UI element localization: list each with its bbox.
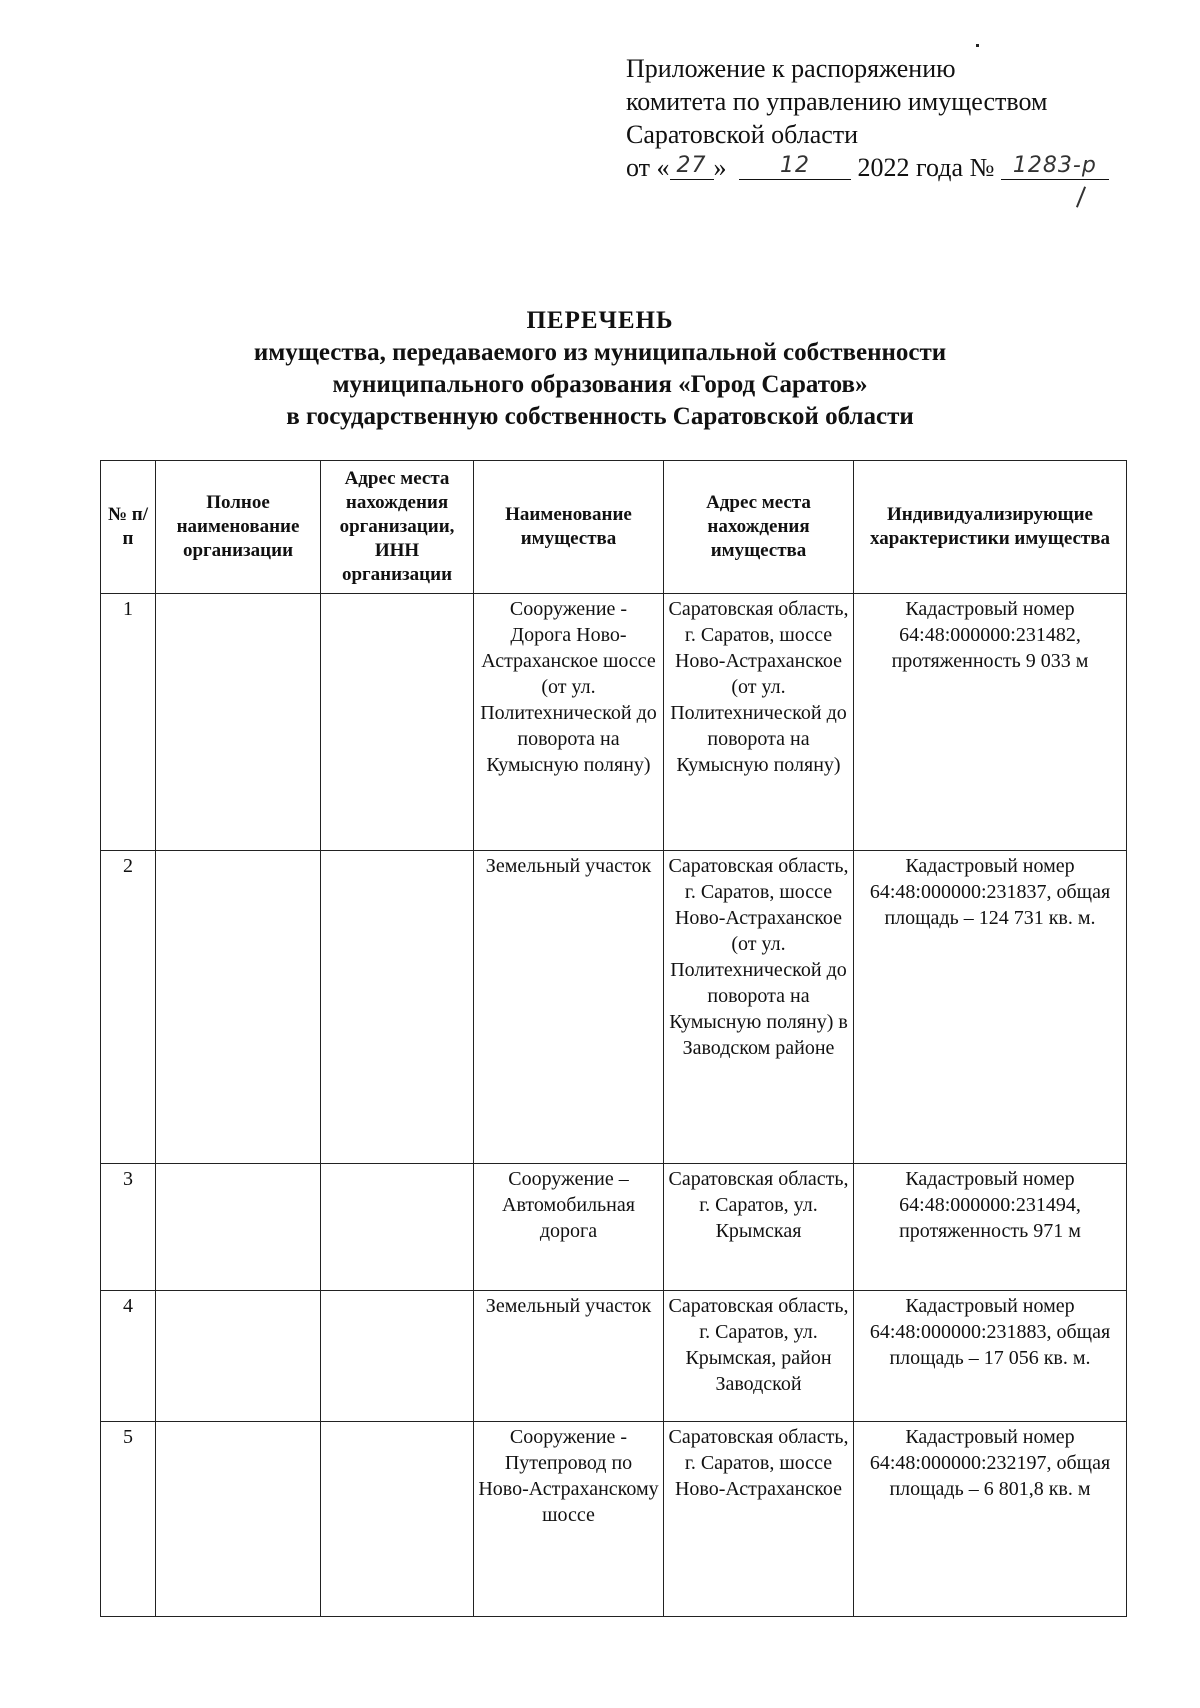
cell-num: 2 — [101, 851, 156, 1164]
cell-name: Сооружение - Путепровод по Ново-Астраханскому шоссе — [474, 1422, 664, 1617]
cell-org-address — [321, 851, 474, 1164]
cell-address: Саратовская область, г. Саратов, шоссе Ново-Астраханское (от ул. Политехнической до поворота на Кумысную поляну) — [664, 594, 854, 851]
col-header-name: Наименование имущества — [474, 461, 664, 594]
ink-dot — [976, 44, 979, 47]
col-header-org: Полное наименование организации — [156, 461, 321, 594]
appendix-header — [626, 52, 1109, 184]
title-sub-1: имущества, передаваемого из муниципальной собственности — [253, 339, 947, 366]
col-header-org-address: Адрес места нахождения организации, ИНН организации — [321, 461, 474, 594]
header-line-3: Саратовской области — [626, 120, 859, 149]
col-header-address: Адрес места нахождения имущества — [664, 461, 854, 594]
cell-num: 5 — [101, 1422, 156, 1617]
date-prefix: от « — [626, 153, 670, 182]
header-line-2: комитета по управлению имуществом — [626, 87, 1048, 116]
cell-org-address — [321, 1164, 474, 1291]
cell-characteristics: Кадастровый номер 64:48:000000:231883, общая площадь – 17 056 кв. м. — [854, 1291, 1127, 1422]
cell-address: Саратовская область, г. Саратов, шоссе Ново-Астраханское — [664, 1422, 854, 1617]
cell-org — [156, 851, 321, 1164]
cell-org-address — [321, 1422, 474, 1617]
property-table — [100, 460, 1127, 1617]
cell-address: Саратовская область, г. Саратов, ул. Крымская — [664, 1164, 854, 1291]
col-header-characteristics: Индивидуализирующие характеристики имущества — [854, 461, 1127, 594]
day-blank — [670, 151, 714, 180]
month-handwritten: 12 — [780, 153, 811, 178]
table-row — [101, 1422, 1127, 1617]
title-sub-2: муниципального образования «Город Саратов» — [332, 371, 868, 398]
year-text: 2022 года № — [857, 153, 995, 182]
table-header-row — [101, 461, 1127, 594]
cell-characteristics: Кадастровый номер 64:48:000000:232197, общая площадь – 6 801,8 кв. м — [854, 1422, 1127, 1617]
cell-org — [156, 1164, 321, 1291]
document-title — [0, 305, 1200, 433]
header-line-1: Приложение к распоряжению — [626, 54, 956, 83]
cell-org — [156, 594, 321, 851]
col-header-num: № п/п — [101, 461, 156, 594]
table-row — [101, 1164, 1127, 1291]
cell-name: Земельный участок — [474, 851, 664, 1164]
cell-num: 1 — [101, 594, 156, 851]
cell-num: 4 — [101, 1291, 156, 1422]
cell-address: Саратовская область, г. Саратов, ул. Крымская, район Заводской — [664, 1291, 854, 1422]
cell-characteristics: Кадастровый номер 64:48:000000:231837, общая площадь – 124 731 кв. м. — [854, 851, 1127, 1164]
number-blank — [1001, 151, 1109, 180]
title-sub-3: в государственную собственность Саратовской области — [286, 403, 914, 430]
signature-tail — [1076, 186, 1086, 207]
cell-org-address — [321, 594, 474, 851]
cell-characteristics: Кадастровый номер 64:48:000000:231494, протяженность 971 м — [854, 1164, 1127, 1291]
cell-org — [156, 1291, 321, 1422]
cell-name: Сооружение - Дорога Ново-Астраханское шоссе (от ул. Политехнической до поворота на Кумысную поляну) — [474, 594, 664, 851]
cell-org-address — [321, 1291, 474, 1422]
table-row — [101, 594, 1127, 851]
table-row — [101, 851, 1127, 1164]
cell-name: Земельный участок — [474, 1291, 664, 1422]
cell-address: Саратовская область, г. Саратов, шоссе Ново-Астраханское (от ул. Политехнической до поворота на Кумысную поляну) в Заводском районе — [664, 851, 854, 1164]
cell-num: 3 — [101, 1164, 156, 1291]
header-date-line — [626, 151, 1109, 184]
table-row — [101, 1291, 1127, 1422]
day-handwritten: 27 — [676, 153, 707, 178]
date-mid: » — [713, 153, 727, 182]
cell-characteristics: Кадастровый номер 64:48:000000:231482, протяженность 9 033 м — [854, 594, 1127, 851]
cell-name: Сооружение – Автомобильная дорога — [474, 1164, 664, 1291]
month-blank — [739, 151, 851, 180]
number-handwritten: 1283-р — [1012, 153, 1097, 178]
cell-org — [156, 1422, 321, 1617]
title-main: ПЕРЕЧЕНЬ — [526, 307, 674, 334]
